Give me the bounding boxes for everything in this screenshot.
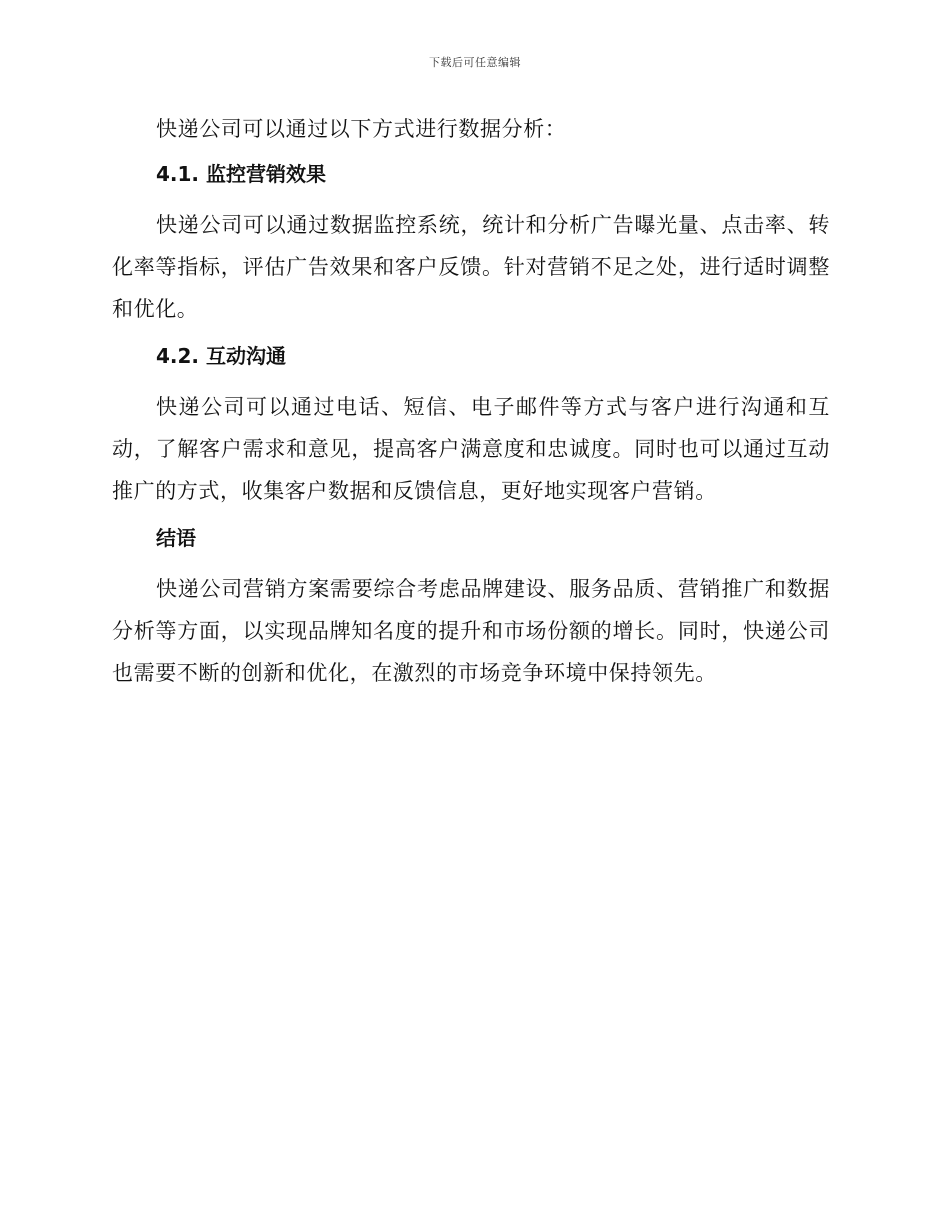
section-paragraph-monitor-marketing: 快递公司可以通过数据监控系统，统计和分析广告曝光量、点击率、转化率等指标，评估广告效果和客户反馈。针对营销不足之处，进行适时调整和优化。 <box>112 213 830 321</box>
section-paragraph-conclusion: 快递公司营销方案需要综合考虑品牌建设、服务品质、营销推广和数据分析等方面，以实现品牌知名度的提升和市场份额的增长。同时，快递公司也需要不断的创新和优化，在激烈的市场竞争环境中保持领先。 <box>112 577 830 685</box>
section-heading-monitor-marketing: 4.1. 监控营销效果 <box>156 162 326 186</box>
section-heading-conclusion: 结语 <box>156 526 196 550</box>
section-paragraph-interactive-communication: 快递公司可以通过电话、短信、电子邮件等方式与客户进行沟通和互动，了解客户需求和意见，提高客户满意度和忠诚度。同时也可以通过互动推广的方式，收集客户数据和反馈信息，更好地实现客户营销。 <box>112 395 830 503</box>
intro-paragraph: 快递公司可以通过以下方式进行数据分析： <box>156 117 567 141</box>
section-heading-interactive-communication: 4.2. 互动沟通 <box>156 344 286 368</box>
page-header-note: 下载后可任意编辑 <box>429 56 521 69</box>
document-body <box>112 108 830 694</box>
